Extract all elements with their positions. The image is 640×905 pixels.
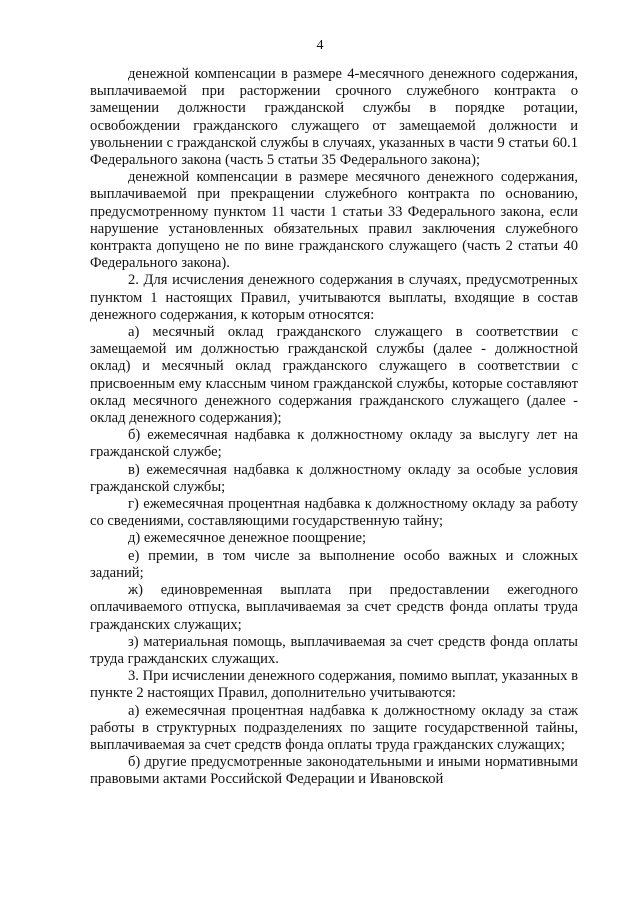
- paragraph-clause-2zh: ж) единовременная выплата при предоставлении ежегодного оплачиваемого отпуска, выплачиваемая за счет средств фонда оплаты труда гражданских служащих;: [90, 582, 578, 633]
- paragraph-clause-2b: б) ежемесячная надбавка к должностному окладу за выслугу лет на гражданской службе;: [90, 427, 578, 461]
- paragraph-compensation-monthly: денежной компенсации в размере месячного денежного содержания, выплачиваемой при прекращении служебного контракта по основанию, предусмотренному пунктом 11 части 1 статьи 33 Федерального закона, если нарушение установленных обязательных правил заключения служебного контракта допущено не по вине гражданского служащего (часть 2 статьи 40 Федерального закона).: [90, 169, 578, 272]
- paragraph-clause-2e: е) премии, в том числе за выполнение особо важных и сложных заданий;: [90, 547, 578, 581]
- page-number: 4: [316, 38, 324, 53]
- paragraph-compensation-4-month: денежной компенсации в размере 4-месячного денежного содержания, выплачиваемой при расторжении срочного служебного контракта о замещении должности гражданской службы в порядке ротации, освобождении гражданского служащего от замещаемой должности и увольнении с гражданской службы в случаях, указанных в части 9 статьи 60.1 Федерального закона (часть 5 статьи 35 Федерального закона);: [90, 66, 578, 169]
- paragraph-clause-2a: а) месячный оклад гражданского служащего в соответствии с замещаемой им должностью гражданской службы (далее - должностной оклад) и месячный оклад гражданского служащего в соответствии с присвоенным ему классным чином гражданской службы, которые составляют оклад месячного денежного содержания гражданского служащего (далее - оклад денежного содержания);: [90, 324, 578, 427]
- paragraph-clause-2d: д) ежемесячное денежное поощрение;: [128, 530, 367, 547]
- paragraph-clause-2g: г) ежемесячная процентная надбавка к должностному окладу за работу со сведениями, составляющими государственную тайну;: [90, 496, 578, 530]
- paragraph-clause-2: 2. Для исчисления денежного содержания в случаях, предусмотренных пунктом 1 настоящих Правил, учитываются выплаты, входящие в состав денежного содержания, к которым относятся:: [90, 272, 578, 323]
- paragraph-clause-3: 3. При исчислении денежного содержания, помимо выплат, указанных в пункте 2 настоящих Правил, дополнительно учитываются:: [90, 668, 578, 702]
- paragraph-clause-2z: з) материальная помощь, выплачиваемая за счет средств фонда оплаты труда гражданских служащих.: [90, 633, 578, 667]
- paragraph-clause-3a: а) ежемесячная процентная надбавка к должностному окладу за стаж работы в структурных подразделениях по защите государственной тайны, выплачиваемая за счет средств фонда оплаты труда гражданских служащих;: [90, 702, 578, 753]
- document-body: [90, 66, 578, 789]
- paragraph-clause-3b: б) другие предусмотренные законодательными и иными нормативными правовыми актами Российской Федерации и Ивановской: [90, 754, 578, 788]
- paragraph-clause-2v: в) ежемесячная надбавка к должностному окладу за особые условия гражданской службы;: [90, 461, 578, 495]
